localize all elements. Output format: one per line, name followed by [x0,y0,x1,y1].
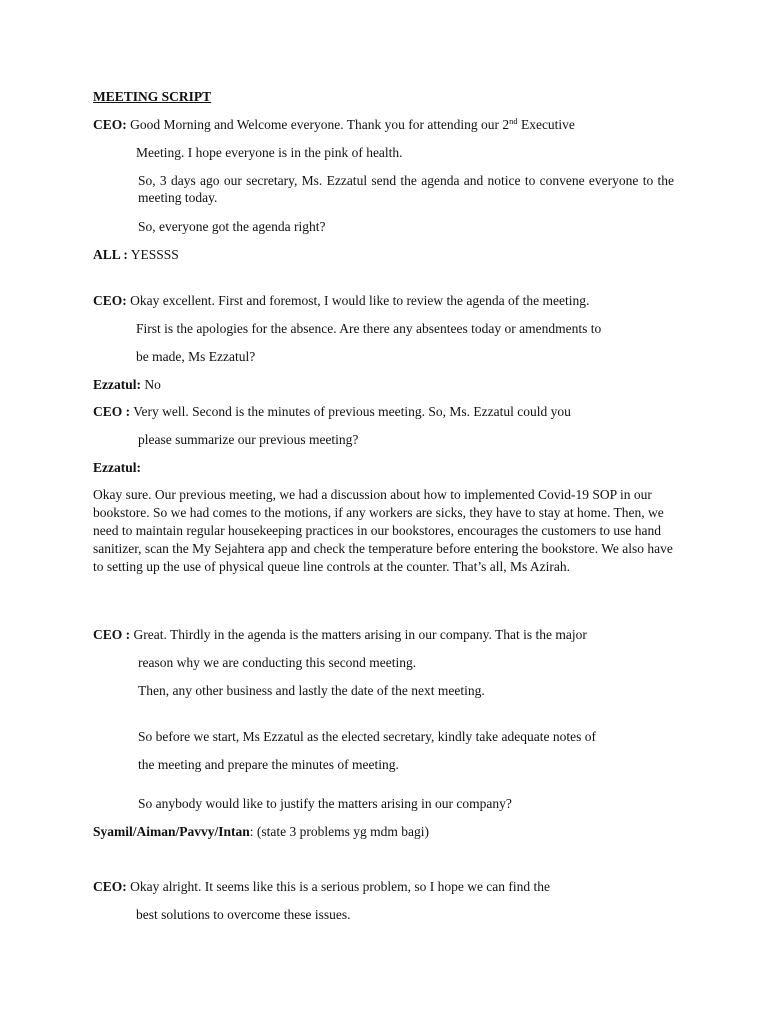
ezzatul-line [93,376,161,393]
dialogue-paragraph: So, 3 days ago our secretary, Ms. Ezzatul send the agenda and notice to convene everyone to the meeting today. [138,173,674,205]
speaker-label: Ezzatul: [93,377,141,392]
ceo-line [93,116,575,133]
dialogue-line: reason why we are conducting this second meeting. [138,655,417,670]
ceo-line [93,403,571,420]
dialogue-text: Executive [517,117,575,132]
dialogue-text: Good Morning and Welcome everyone. Thank you for attending our 2 [130,117,510,132]
colon: : [249,824,254,839]
speaker-label: CEO : [93,627,131,642]
dialogue-line: So anybody would like to justify the matters arising in our company? [138,796,512,811]
dialogue-line: please summarize our previous meeting? [138,432,359,447]
ceo-line [93,292,589,309]
dialogue-line: So before we start, Ms Ezzatul as the elected secretary, kindly take adequate notes of [138,729,596,744]
dialogue-text: Great. Thirdly in the agenda is the matters arising in our company. That is the major [133,627,587,642]
all-line [93,246,179,263]
dialogue-text: Okay alright. It seems like this is a serious problem, so I hope we can find the [130,879,551,894]
dialogue-line: Then, any other business and lastly the date of the next meeting. [138,683,485,698]
speaker-label: CEO: [93,117,127,132]
dialogue-line: So, everyone got the agenda right? [138,219,326,234]
speaker-label: Syamil/Aiman/Pavvy/Intan [93,824,250,839]
dialogue-line: First is the apologies for the absence. Are there any absentees today or amendments to [136,321,602,336]
dialogue-line: be made, Ms Ezzatul? [136,349,256,364]
speaker-label: CEO: [93,879,127,894]
dialogue-paragraph: Okay sure. Our previous meeting, we had a discussion about how to implemented Covid-19 SOP in our bookstore. So we had comes to the motions, if any workers are sicks, they have to stay at home. Then, we need to maintain regular housekeeping practices in our bookstores, encourages the customers to use hand sanitizer, scan the My Sejahtera app and check the temperature before entering the bookstore. We also have to setting up the use of physical queue line controls at the counter. That’s all, Ms Azirah. [93,487,673,574]
speaker-label: CEO: [93,293,127,308]
dialogue-text: Okay excellent. First and foremost, I would like to review the agenda of the meeting. [130,293,590,308]
dialogue-line: best solutions to overcome these issues. [136,907,351,922]
dialogue-text: (state 3 problems yg mdm bagi) [253,824,430,839]
ceo-line [93,878,550,895]
superscript: nd [509,116,518,126]
dialogue-line: Meeting. I hope everyone is in the pink of health. [136,145,403,160]
dialogue-line: the meeting and prepare the minutes of meeting. [138,757,399,772]
speaker-label: ALL : [93,247,128,262]
dialogue-text: No [144,377,161,392]
document-title: MEETING SCRIPT [93,89,212,104]
speaker-label: CEO : [93,404,131,419]
dialogue-text: Very well. Second is the minutes of previous meeting. So, Ms. Ezzatul could you [133,404,571,419]
ceo-line [93,626,587,643]
speaker-label: Ezzatul: [93,460,141,475]
dialogue-text: YESSSS [130,247,179,262]
group-line [93,823,429,840]
